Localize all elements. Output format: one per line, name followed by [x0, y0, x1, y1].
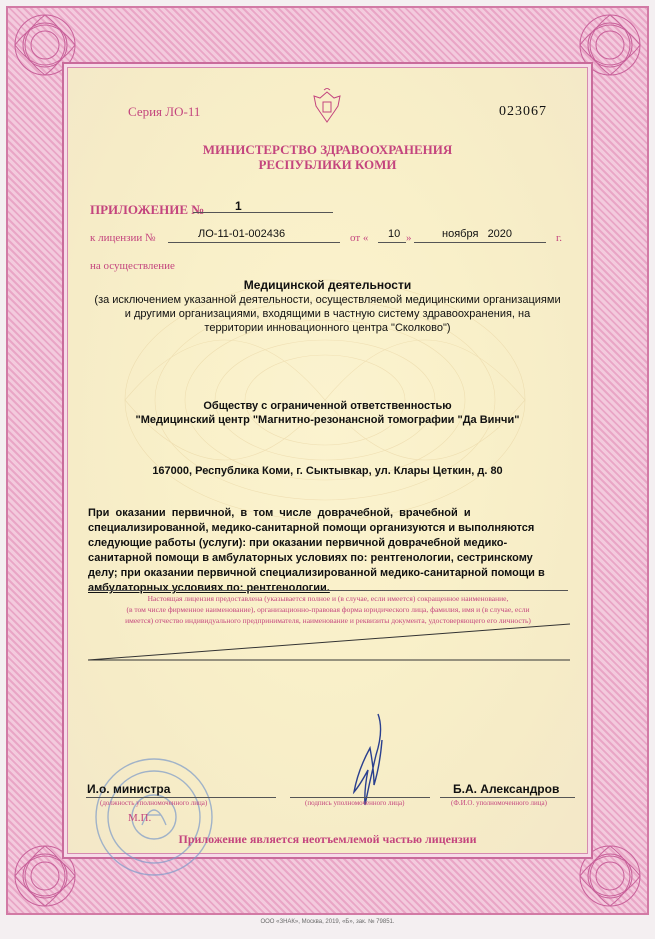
license-day-underline [378, 242, 406, 243]
activity-title: Медицинской деятельности [243, 278, 412, 292]
license-month-underline [414, 242, 546, 243]
license-day: 10 [388, 228, 401, 240]
organization-address: 167000, Республика Коми, г. Сыктывкар, ул. Клары Цеткин, д. 80 [152, 465, 503, 477]
fineprint-top-rule [88, 590, 568, 591]
signature-caption: (подпись уполномоченного лица) [305, 799, 405, 807]
activity-description-line: территории инновационного центра "Сколково") [204, 322, 451, 334]
services-line: специализированной, медико-санитарной помощи организуются и выполняются [88, 522, 535, 534]
series-label: Серия ЛО-11 [128, 104, 201, 119]
signer-position: И.о. министра [87, 782, 171, 796]
stamp-place-label: М.П. [128, 812, 152, 824]
services-line: амбулаторных условиях по: рентгенологии. [88, 582, 330, 594]
license-day-close: » [406, 232, 412, 244]
fineprint-line: имеется) отчество индивидуального предпринимателя, наименование и реквизиты документа, удостоверяющего его личность) [125, 616, 531, 625]
printer-imprint: ООО «ЗНАК», Москва, 2019, «Б», зак. № 79851. [260, 919, 395, 925]
appendix-label: ПРИЛОЖЕНИЕ № [90, 202, 205, 217]
license-number-underline [168, 242, 340, 243]
activity-description-line: (за исключением указанной деятельности, осуществляемой медицинскими организациями [94, 294, 561, 306]
activity-label: на осуществление [90, 260, 175, 272]
services-line: При оказании первичной, в том числе доврачебной, врачебной и [88, 507, 471, 519]
license-month-year: ноября 2020 [442, 228, 513, 240]
official-stamp-icon [92, 755, 216, 879]
ministry-name-line2: РЕСПУБЛИКИ КОМИ [258, 157, 397, 172]
name-caption: (Ф.И.О. уполномоченного лица) [451, 799, 547, 807]
fineprint-line: Настоящая лицензия предоставлена (указывается полное и (в случае, если имеется) сокращенное наименование, [147, 594, 509, 603]
name-underline [440, 797, 575, 798]
signer-name: Б.А. Александров [453, 782, 560, 796]
cross-out-lines [88, 620, 573, 665]
signature-underline [290, 797, 430, 798]
services-line: санитарной помощи в амбулаторных условиях по: рентгенологии, сестринскому [88, 552, 533, 564]
coat-of-arms-icon [310, 88, 344, 126]
license-prefix: к лицензии № [90, 232, 156, 244]
services-text [88, 506, 568, 596]
appendix-notice: Приложение является неотъемлемой частью лицензии [178, 832, 477, 846]
ministry-name-line1: МИНИСТЕРСТВО ЗДРАВООХРАНЕНИЯ [202, 142, 453, 157]
license-number: ЛО-11-01-002436 [198, 228, 286, 240]
position-caption: (должность уполномоченного лица) [100, 799, 208, 807]
appendix-underline [193, 212, 333, 213]
license-year-suffix: г. [556, 232, 563, 244]
organization-name-line1: Обществу с ограниченной ответственностью [203, 400, 452, 412]
fineprint-line: (в том числе фирменное наименование), организационно-правовая форма юридического лица, фамилия, имя и (в случае, если [126, 605, 530, 614]
form-number: 023067 [499, 104, 547, 119]
services-line: делу; при оказании первичной специализированной медико-санитарной помощи в [88, 567, 545, 579]
activity-description-line: и другими организациями, входящими в частную систему здравоохранения, на [124, 308, 531, 320]
position-underline [86, 797, 276, 798]
appendix-number: 1 [235, 199, 242, 213]
organization-name-line2: "Медицинский центр "Магнитно-резонансной томографии "Да Винчи" [135, 414, 520, 426]
services-line: следующие работы (услуги): при оказании первичной доврачебной медико- [88, 537, 508, 549]
license-date-from: от « [350, 232, 369, 244]
